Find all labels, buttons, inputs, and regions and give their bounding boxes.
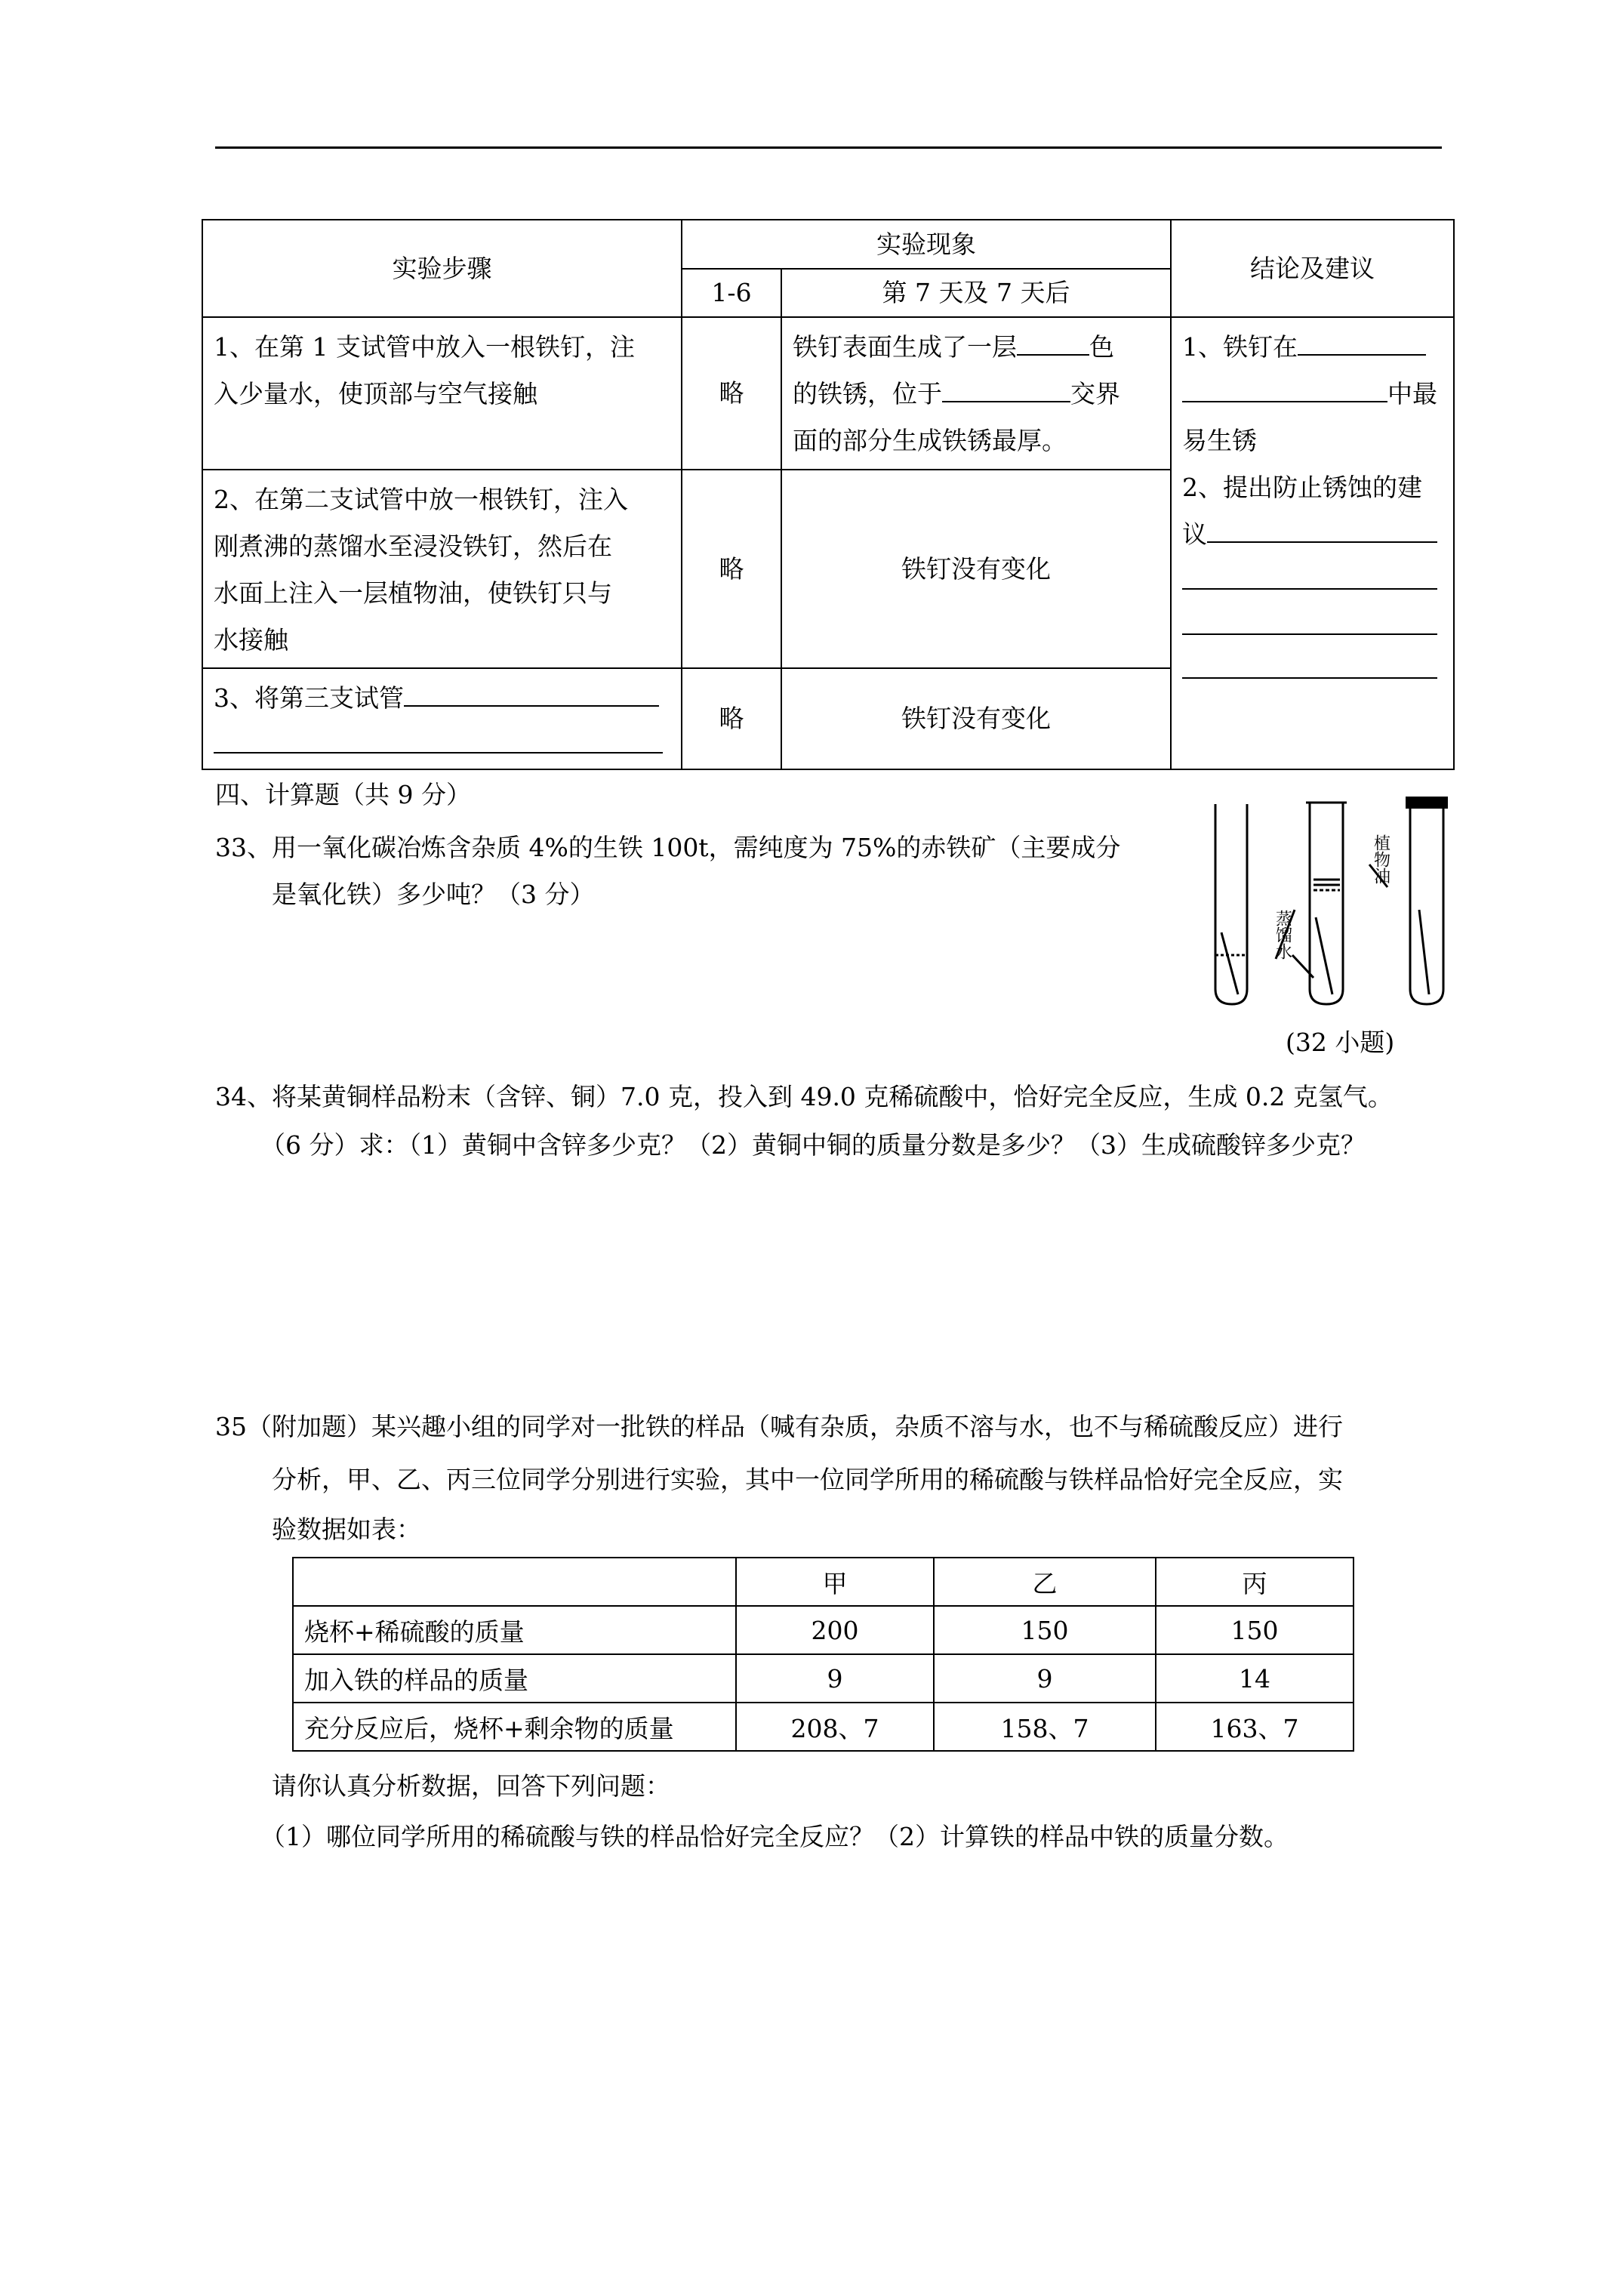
q34-line2: （6 分）求：（1）黄铜中含锌多少克？（2）黄铜中铜的质量分数是多少？（3）生成硫酸锌多少克？ [260,1130,1366,1160]
table-header-cell: 丙 [1156,1558,1354,1606]
q33-line2: 是氧化铁）多少吨？（3 分） [272,880,595,909]
figure-caption: (32 小题) [1286,1028,1395,1057]
answer-blank[interactable] [214,729,663,754]
table-cell: 150 [934,1606,1156,1654]
table-row [293,1606,1354,1654]
data-table [292,1557,1354,1752]
observation-2: 铁钉没有变化 [781,470,1171,668]
section-heading: 四、计算题（共 9 分） [215,780,471,809]
table-header-cell: 甲 [736,1558,934,1606]
q35-line2: 分析，甲、乙、丙三位同学分别进行实验，其中一位同学所用的稀硫酸与铁样品恰好完全反应，实 [272,1465,1343,1494]
q35-line1: 35（附加题）某兴趣小组的同学对一批铁的样品（喊有杂质，杂质不溶与水，也不与稀硫酸反应）进行 [215,1412,1343,1441]
step-3: 3、将第三支试管 [202,668,682,769]
table-cell: 9 [736,1654,934,1703]
answer-blank[interactable] [1182,655,1437,679]
table-cell: 208、7 [736,1703,934,1751]
answer-blank[interactable] [1182,566,1437,590]
q35-questions: （1）哪位同学所用的稀硫酸与铁的样品恰好完全反应？（2）计算铁的样品中铁的质量分数。 [260,1822,1289,1851]
header-day7: 第 7 天及 7 天后 [781,269,1171,317]
answer-blank[interactable] [1182,378,1387,402]
header-days: 1-6 [682,269,781,317]
answer-blank[interactable] [1017,331,1089,356]
table-header-cell [293,1558,736,1606]
nail-2 [1316,917,1332,994]
stopper [1406,797,1448,809]
table-cell: 加入铁的样品的质量 [293,1654,736,1703]
days-1: 略 [682,317,781,470]
q35-instruction: 请你认真分析数据，回答下列问题： [272,1771,670,1801]
answer-blank[interactable] [942,378,1070,402]
answer-blank[interactable] [1182,611,1437,635]
test-tube-1 [1215,804,1247,1004]
header-steps: 实验步骤 [202,220,682,317]
label-vegetable-oil: 植物油 [1372,834,1391,884]
answer-blank[interactable] [404,683,659,707]
test-tubes-figure [1208,797,1457,1008]
nail-1 [1221,932,1238,994]
table-cell: 9 [934,1654,1156,1703]
q33-line1: 33、用一氧化碳冶炼含杂质 4%的生铁 100t，需纯度为 75%的赤铁矿（主要成分 [215,833,1121,862]
test-tube-2 [1310,803,1343,1004]
table-row [293,1654,1354,1703]
q35-line3: 验数据如表： [272,1515,421,1544]
table-cell: 充分反应后，烧杯+剩余物的质量 [293,1703,736,1751]
table-cell: 158、7 [934,1703,1156,1751]
table-header-cell: 乙 [934,1558,1156,1606]
table-cell: 烧杯+稀硫酸的质量 [293,1606,736,1654]
observation-3: 铁钉没有变化 [781,668,1171,769]
q34-line1: 34、将某黄铜样品粉末（含锌、铜）7.0 克，投入到 49.0 克稀硫酸中，恰好完全反应，生成 0.2 克氢气。 [215,1082,1393,1111]
answer-blank[interactable] [1207,519,1437,543]
header-conclusion: 结论及建议 [1171,220,1454,317]
step-1: 1、在第 1 支试管中放入一根铁钉，注 入少量水，使顶部与空气接触 [202,317,682,470]
observation-1: 铁钉表面生成了一层 色 的铁锈，位于 交界 面的部分生成铁锈最厚。 [781,317,1171,470]
nail-3 [1419,910,1429,994]
step-2: 2、在第二支试管中放一根铁钉，注入 刚煮沸的蒸馏水至浸没铁钉，然后在 水面上注入一层植物油，使铁钉只与 水接触 [202,470,682,668]
header-rule [215,146,1442,149]
table-cell: 163、7 [1156,1703,1354,1751]
header-phenomena: 实验现象 [682,220,1171,269]
conclusion-cell: 1、铁钉在 中最 易生锈 2、提出防止锈蚀的建 议 [1171,317,1454,769]
table-cell: 150 [1156,1606,1354,1654]
label-distilled-water: 蒸馏水 [1273,910,1293,960]
answer-blank[interactable] [1298,331,1426,356]
table-cell: 14 [1156,1654,1354,1703]
table-row [293,1703,1354,1751]
days-3: 略 [682,668,781,769]
days-2: 略 [682,470,781,668]
experiment-table [202,219,1455,770]
table-cell: 200 [736,1606,934,1654]
